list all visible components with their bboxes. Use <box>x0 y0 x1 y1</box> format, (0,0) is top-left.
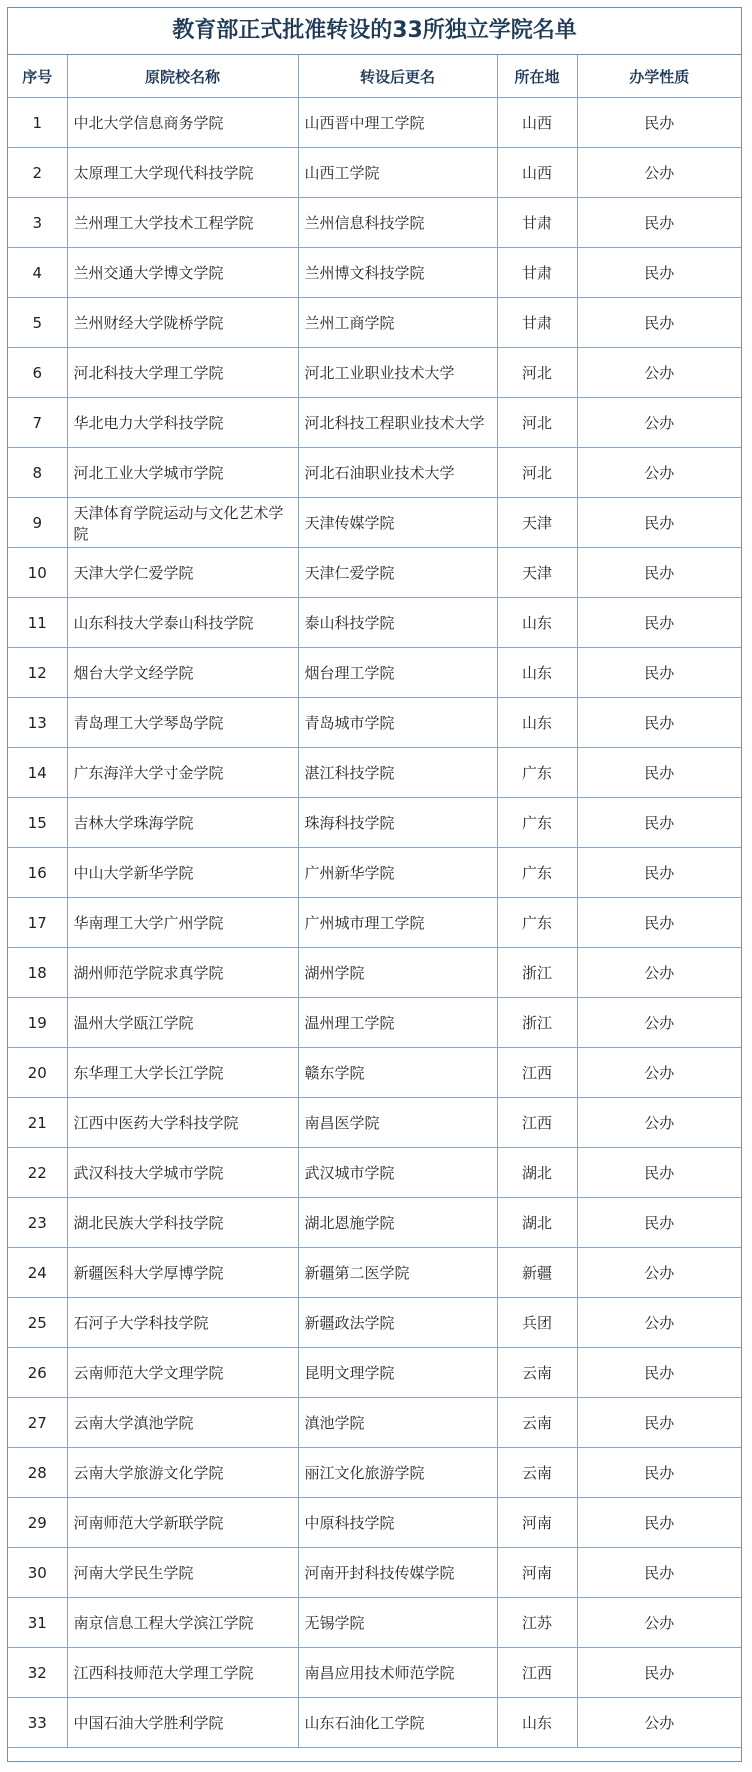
row-index: 26 <box>8 1348 67 1398</box>
header-new-name: 转设后更名 <box>298 55 497 98</box>
row-original-name: 石河子大学科技学院 <box>67 1298 298 1348</box>
row-index: 24 <box>8 1248 67 1298</box>
row-school-type: 民办 <box>577 248 741 298</box>
row-original-name: 吉林大学珠海学院 <box>67 798 298 848</box>
row-school-type: 民办 <box>577 198 741 248</box>
row-index: 29 <box>8 1498 67 1548</box>
row-index: 8 <box>8 448 67 498</box>
row-school-type: 民办 <box>577 1548 741 1598</box>
row-location: 甘肃 <box>497 298 577 348</box>
row-school-type: 民办 <box>577 1348 741 1398</box>
row-new-name: 滇池学院 <box>298 1398 497 1448</box>
row-new-name: 中原科技学院 <box>298 1498 497 1548</box>
row-school-type: 公办 <box>577 1048 741 1098</box>
row-new-name: 兰州工商学院 <box>298 298 497 348</box>
row-new-name: 兰州博文科技学院 <box>298 248 497 298</box>
row-index: 21 <box>8 1098 67 1148</box>
row-location: 广东 <box>497 748 577 798</box>
row-original-name: 天津体育学院运动与文化艺术学院 <box>67 498 298 548</box>
table-row <box>8 698 741 748</box>
row-original-name: 江西中医药大学科技学院 <box>67 1098 298 1148</box>
row-original-name: 江西科技师范大学理工学院 <box>67 1648 298 1698</box>
row-school-type: 民办 <box>577 898 741 948</box>
row-new-name: 天津传媒学院 <box>298 498 497 548</box>
row-school-type: 公办 <box>577 1248 741 1298</box>
header-index: 序号 <box>8 55 67 98</box>
table-row <box>8 1698 741 1748</box>
row-location: 云南 <box>497 1448 577 1498</box>
row-school-type: 民办 <box>577 298 741 348</box>
row-original-name: 新疆医科大学厚博学院 <box>67 1248 298 1298</box>
row-location: 广东 <box>497 898 577 948</box>
row-new-name: 新疆第二医学院 <box>298 1248 497 1298</box>
row-original-name: 中北大学信息商务学院 <box>67 98 298 148</box>
row-new-name: 河南开封科技传媒学院 <box>298 1548 497 1598</box>
document-frame <box>7 7 742 1762</box>
row-location: 云南 <box>497 1348 577 1398</box>
table-row <box>8 998 741 1048</box>
row-original-name: 河北科技大学理工学院 <box>67 348 298 398</box>
table-row <box>8 898 741 948</box>
row-index: 33 <box>8 1698 67 1748</box>
row-index: 1 <box>8 98 67 148</box>
row-location: 江西 <box>497 1098 577 1148</box>
row-index: 25 <box>8 1298 67 1348</box>
row-location: 云南 <box>497 1398 577 1448</box>
row-school-type: 民办 <box>577 698 741 748</box>
row-new-name: 青岛城市学院 <box>298 698 497 748</box>
row-index: 27 <box>8 1398 67 1448</box>
row-original-name: 南京信息工程大学滨江学院 <box>67 1598 298 1648</box>
table-row <box>8 1648 741 1698</box>
row-location: 广东 <box>497 848 577 898</box>
row-index: 19 <box>8 998 67 1048</box>
row-location: 天津 <box>497 548 577 598</box>
row-new-name: 广州城市理工学院 <box>298 898 497 948</box>
table-row <box>8 848 741 898</box>
row-original-name: 中山大学新华学院 <box>67 848 298 898</box>
page-title: 教育部正式批准转设的33所独立学院名单 <box>8 8 741 55</box>
row-original-name: 山东科技大学泰山科技学院 <box>67 598 298 648</box>
header-original-name: 原院校名称 <box>67 55 298 98</box>
row-location: 山西 <box>497 148 577 198</box>
row-index: 13 <box>8 698 67 748</box>
row-index: 12 <box>8 648 67 698</box>
row-school-type: 公办 <box>577 1298 741 1348</box>
row-original-name: 湖州师范学院求真学院 <box>67 948 298 998</box>
table-row <box>8 398 741 448</box>
table-row <box>8 1598 741 1648</box>
row-original-name: 云南大学滇池学院 <box>67 1398 298 1448</box>
row-original-name: 云南大学旅游文化学院 <box>67 1448 298 1498</box>
row-school-type: 公办 <box>577 148 741 198</box>
row-school-type: 民办 <box>577 498 741 548</box>
table-row <box>8 748 741 798</box>
table-row <box>8 498 741 548</box>
row-original-name: 兰州财经大学陇桥学院 <box>67 298 298 348</box>
row-location: 山东 <box>497 1698 577 1748</box>
row-index: 3 <box>8 198 67 248</box>
row-new-name: 新疆政法学院 <box>298 1298 497 1348</box>
header-school-type: 办学性质 <box>577 55 741 98</box>
row-original-name: 云南师范大学文理学院 <box>67 1348 298 1398</box>
row-index: 31 <box>8 1598 67 1648</box>
row-original-name: 河北工业大学城市学院 <box>67 448 298 498</box>
row-original-name: 温州大学瓯江学院 <box>67 998 298 1048</box>
row-school-type: 民办 <box>577 98 741 148</box>
table-row <box>8 548 741 598</box>
row-original-name: 武汉科技大学城市学院 <box>67 1148 298 1198</box>
row-original-name: 青岛理工大学琴岛学院 <box>67 698 298 748</box>
row-original-name: 华北电力大学科技学院 <box>67 398 298 448</box>
row-new-name: 河北石油职业技术大学 <box>298 448 497 498</box>
row-new-name: 湛江科技学院 <box>298 748 497 798</box>
row-original-name: 烟台大学文经学院 <box>67 648 298 698</box>
table-row <box>8 1398 741 1448</box>
header-location: 所在地 <box>497 55 577 98</box>
row-new-name: 山西晋中理工学院 <box>298 98 497 148</box>
row-new-name: 南昌医学院 <box>298 1098 497 1148</box>
table-row <box>8 798 741 848</box>
row-index: 5 <box>8 298 67 348</box>
table-row <box>8 1098 741 1148</box>
colleges-table <box>8 55 741 1748</box>
table-row <box>8 248 741 298</box>
row-index: 10 <box>8 548 67 598</box>
row-index: 28 <box>8 1448 67 1498</box>
table-row <box>8 598 741 648</box>
row-new-name: 泰山科技学院 <box>298 598 497 648</box>
row-index: 4 <box>8 248 67 298</box>
row-new-name: 广州新华学院 <box>298 848 497 898</box>
row-index: 9 <box>8 498 67 548</box>
table-row <box>8 1148 741 1198</box>
row-original-name: 河南师范大学新联学院 <box>67 1498 298 1548</box>
row-location: 广东 <box>497 798 577 848</box>
row-school-type: 民办 <box>577 1198 741 1248</box>
row-location: 江西 <box>497 1048 577 1098</box>
table-row <box>8 1348 741 1398</box>
row-school-type: 公办 <box>577 998 741 1048</box>
row-location: 河北 <box>497 448 577 498</box>
row-location: 山东 <box>497 648 577 698</box>
row-new-name: 兰州信息科技学院 <box>298 198 497 248</box>
row-school-type: 民办 <box>577 848 741 898</box>
row-location: 河南 <box>497 1498 577 1548</box>
table-header-row <box>8 55 741 98</box>
row-original-name: 天津大学仁爱学院 <box>67 548 298 598</box>
row-new-name: 山西工学院 <box>298 148 497 198</box>
row-index: 16 <box>8 848 67 898</box>
row-original-name: 湖北民族大学科技学院 <box>67 1198 298 1248</box>
table-row <box>8 348 741 398</box>
row-school-type: 民办 <box>577 1398 741 1448</box>
table-row <box>8 1448 741 1498</box>
row-new-name: 珠海科技学院 <box>298 798 497 848</box>
row-school-type: 民办 <box>577 1448 741 1498</box>
row-location: 兵团 <box>497 1298 577 1348</box>
row-index: 20 <box>8 1048 67 1098</box>
row-index: 22 <box>8 1148 67 1198</box>
row-school-type: 公办 <box>577 398 741 448</box>
row-location: 甘肃 <box>497 198 577 248</box>
row-school-type: 公办 <box>577 1598 741 1648</box>
row-original-name: 兰州交通大学博文学院 <box>67 248 298 298</box>
row-new-name: 河北工业职业技术大学 <box>298 348 497 398</box>
table-row <box>8 1298 741 1348</box>
row-new-name: 丽江文化旅游学院 <box>298 1448 497 1498</box>
row-new-name: 烟台理工学院 <box>298 648 497 698</box>
row-school-type: 公办 <box>577 1698 741 1748</box>
row-original-name: 太原理工大学现代科技学院 <box>67 148 298 198</box>
row-location: 湖北 <box>497 1198 577 1248</box>
row-new-name: 昆明文理学院 <box>298 1348 497 1398</box>
row-location: 河南 <box>497 1548 577 1598</box>
row-new-name: 武汉城市学院 <box>298 1148 497 1198</box>
row-index: 32 <box>8 1648 67 1698</box>
row-original-name: 中国石油大学胜利学院 <box>67 1698 298 1748</box>
row-location: 湖北 <box>497 1148 577 1198</box>
table-row <box>8 1548 741 1598</box>
row-school-type: 民办 <box>577 1648 741 1698</box>
row-new-name: 温州理工学院 <box>298 998 497 1048</box>
table-row <box>8 1198 741 1248</box>
table-row <box>8 1048 741 1098</box>
table-row <box>8 98 741 148</box>
row-original-name: 兰州理工大学技术工程学院 <box>67 198 298 248</box>
table-row <box>8 948 741 998</box>
row-school-type: 公办 <box>577 1098 741 1148</box>
row-school-type: 民办 <box>577 748 741 798</box>
row-index: 23 <box>8 1198 67 1248</box>
row-location: 浙江 <box>497 948 577 998</box>
row-location: 浙江 <box>497 998 577 1048</box>
row-location: 江苏 <box>497 1598 577 1648</box>
row-school-type: 民办 <box>577 548 741 598</box>
row-school-type: 公办 <box>577 448 741 498</box>
row-index: 14 <box>8 748 67 798</box>
row-index: 30 <box>8 1548 67 1598</box>
row-new-name: 河北科技工程职业技术大学 <box>298 398 497 448</box>
row-location: 山东 <box>497 598 577 648</box>
row-school-type: 民办 <box>577 1498 741 1548</box>
row-school-type: 民办 <box>577 798 741 848</box>
row-new-name: 湖州学院 <box>298 948 497 998</box>
table-row <box>8 198 741 248</box>
row-location: 山西 <box>497 98 577 148</box>
row-index: 17 <box>8 898 67 948</box>
table-row <box>8 1248 741 1298</box>
row-school-type: 民办 <box>577 648 741 698</box>
table-row <box>8 148 741 198</box>
row-index: 7 <box>8 398 67 448</box>
row-new-name: 南昌应用技术师范学院 <box>298 1648 497 1698</box>
row-location: 甘肃 <box>497 248 577 298</box>
row-location: 天津 <box>497 498 577 548</box>
row-index: 6 <box>8 348 67 398</box>
row-new-name: 湖北恩施学院 <box>298 1198 497 1248</box>
row-school-type: 公办 <box>577 948 741 998</box>
row-location: 江西 <box>497 1648 577 1698</box>
row-original-name: 东华理工大学长江学院 <box>67 1048 298 1098</box>
row-school-type: 民办 <box>577 1148 741 1198</box>
row-index: 2 <box>8 148 67 198</box>
row-index: 18 <box>8 948 67 998</box>
row-new-name: 山东石油化工学院 <box>298 1698 497 1748</box>
row-new-name: 无锡学院 <box>298 1598 497 1648</box>
row-original-name: 广东海洋大学寸金学院 <box>67 748 298 798</box>
row-new-name: 天津仁爱学院 <box>298 548 497 598</box>
row-index: 15 <box>8 798 67 848</box>
table-row <box>8 648 741 698</box>
row-school-type: 民办 <box>577 598 741 648</box>
row-location: 河北 <box>497 348 577 398</box>
table-row <box>8 298 741 348</box>
row-original-name: 河南大学民生学院 <box>67 1548 298 1598</box>
row-new-name: 赣东学院 <box>298 1048 497 1098</box>
row-location: 新疆 <box>497 1248 577 1298</box>
row-index: 11 <box>8 598 67 648</box>
row-original-name: 华南理工大学广州学院 <box>67 898 298 948</box>
table-row <box>8 448 741 498</box>
row-location: 山东 <box>497 698 577 748</box>
row-location: 河北 <box>497 398 577 448</box>
table-row <box>8 1498 741 1548</box>
row-school-type: 公办 <box>577 348 741 398</box>
table-body <box>8 98 741 1748</box>
